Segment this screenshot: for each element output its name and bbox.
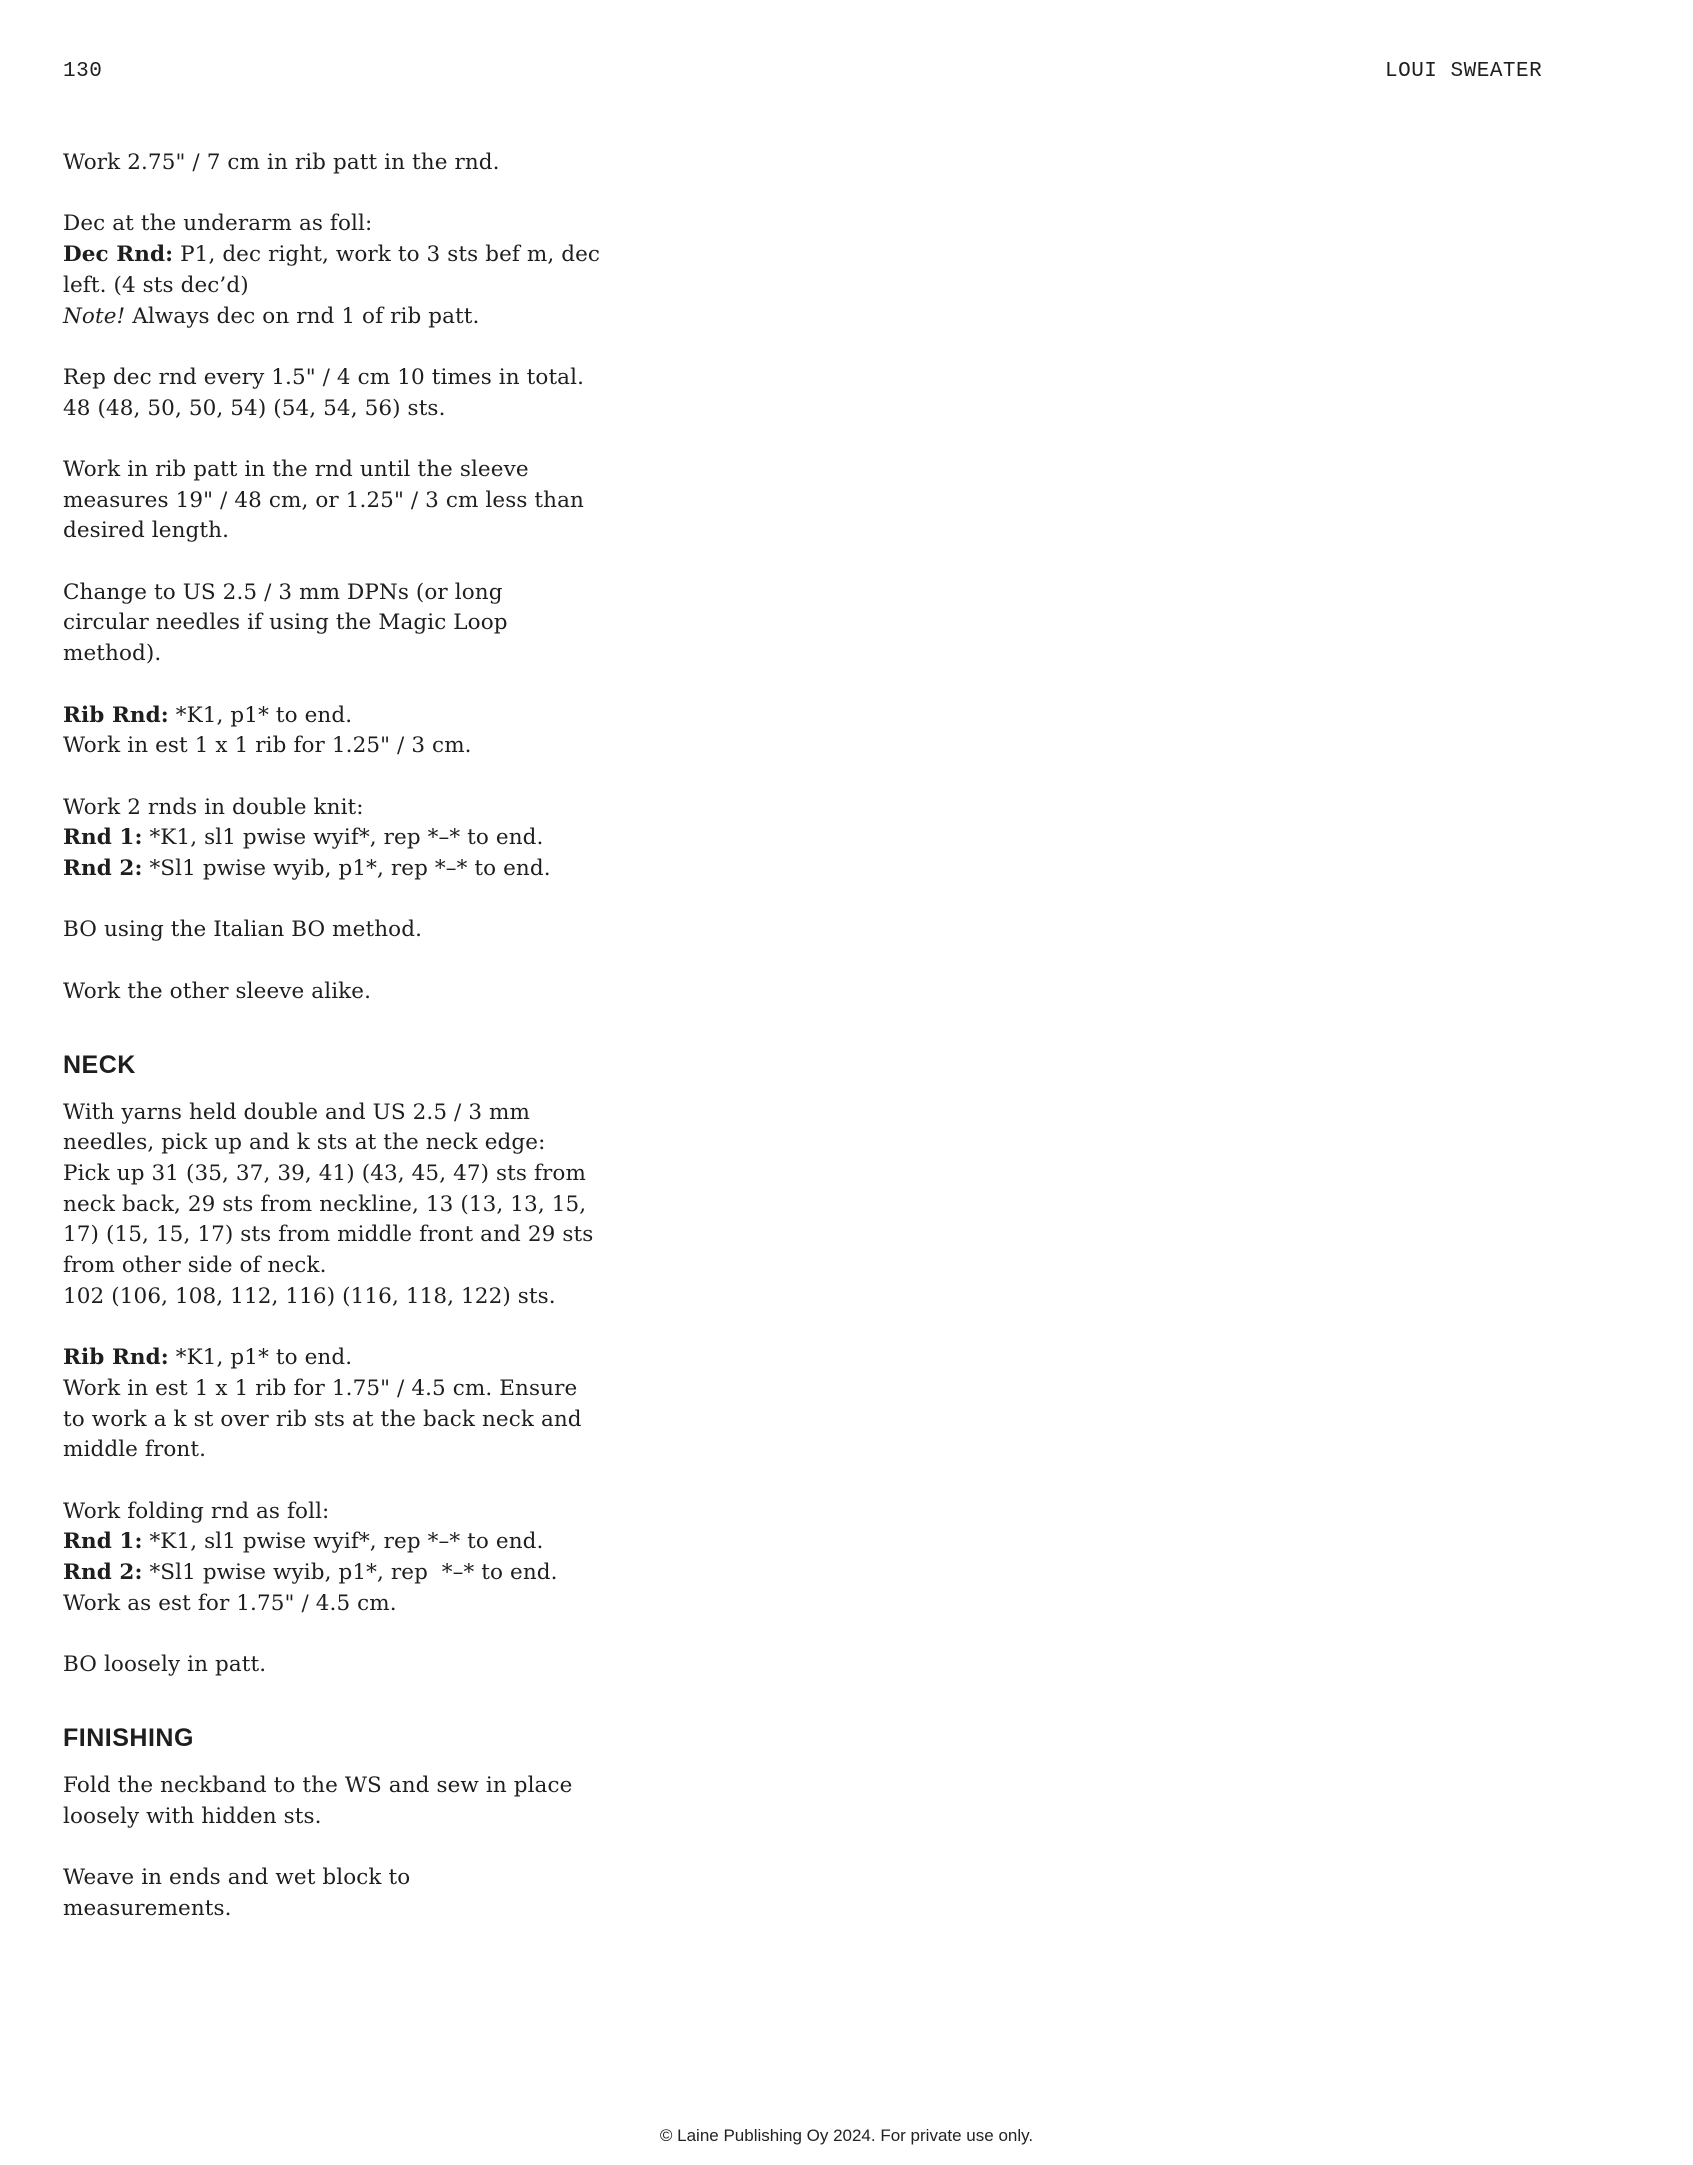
paragraph-double-knit: Work 2 rnds in double knit: Rnd 1: *K1, sl1 pwise wyif*, rep *–* to end. Rnd 2: *Sl1 pwise wyib, p1*, rep *–* to end.: [63, 794, 551, 882]
rnd-2-label: Rnd 2:: [63, 1560, 143, 1586]
rnd-1-label: Rnd 1:: [63, 1529, 143, 1555]
paragraph: Change to US 2.5 / 3 mm DPNs (or long circular needles if using the Magic Loop method).: [63, 579, 508, 667]
copyright-footer: © Laine Publishing Oy 2024. For private use only.: [659, 2126, 1034, 2145]
page-number: 130: [63, 60, 103, 83]
paragraph: Work in rib patt in the rnd until the sleeve measures 19" / 48 cm, or 1.25" / 3 cm less than desired length.: [63, 456, 584, 544]
paragraph: Rep dec rnd every 1.5" / 4 cm 10 times in total. 48 (48, 50, 50, 54) (54, 54, 56) sts.: [63, 364, 585, 421]
rnd-1-label: Rnd 1:: [63, 825, 143, 851]
dec-rnd-label: Dec Rnd:: [63, 242, 174, 268]
pattern-text: [63, 148, 601, 1955]
rnd-2-label: Rnd 2:: [63, 856, 143, 882]
paragraph-neck-pickup: With yarns held double and US 2.5 / 3 mm needles, pick up and k sts at the neck edge: Pick up 31 (35, 37, 39, 41) (43, 45, 47) sts from neck back, 29 sts from neckline, 13 (13, 13, 15, 17) (15, 15, 17) sts from middle front and 29 sts from other side of neck. 102 (106, 108, 112, 116) (116, 118, 122) sts.: [63, 1099, 594, 1309]
paragraph: Fold the neckband to the WS and sew in place loosely with hidden sts.: [63, 1772, 573, 1829]
section-heading-finishing: FINISHING: [63, 1723, 194, 1752]
note-label: Note!: [63, 303, 126, 329]
running-title: LOUI SWEATER: [1385, 60, 1543, 83]
paragraph: Work the other sleeve alike.: [63, 978, 372, 1004]
paragraph-folding-rnd: Work folding rnd as foll: Rnd 1: *K1, sl1 pwise wyif*, rep *–* to end. Rnd 2: *Sl1 pwise wyib, p1*, rep *–* to end. Work as est for 1.75" / 4.5 cm.: [63, 1498, 558, 1616]
paragraph: Work 2.75" / 7 cm in rib patt in the rnd.: [63, 150, 500, 175]
paragraph: Weave in ends and wet block to measurements.: [63, 1864, 411, 1921]
paragraph-underarm-dec: Dec at the underarm as foll: Dec Rnd: P1, dec right, work to 3 sts bef m, dec left. (4 sts dec’d) Note! Always dec on rnd 1 of rib patt.: [63, 211, 601, 329]
section-heading-neck: NECK: [63, 1050, 136, 1079]
paragraph-rib: Rib Rnd: *K1, p1* to end. Work in est 1 x 1 rib for 1.25" / 3 cm.: [63, 702, 472, 759]
paragraph-neck-rib: Rib Rnd: *K1, p1* to end. Work in est 1 x 1 rib for 1.75" / 4.5 cm. Ensure to work a k st over rib sts at the back neck and middle front.: [63, 1345, 582, 1463]
rib-rnd-label: Rib Rnd:: [63, 1345, 169, 1371]
paragraph: BO using the Italian BO method.: [63, 917, 423, 943]
rib-rnd-label: Rib Rnd:: [63, 702, 169, 728]
paragraph: BO loosely in patt.: [63, 1652, 267, 1678]
